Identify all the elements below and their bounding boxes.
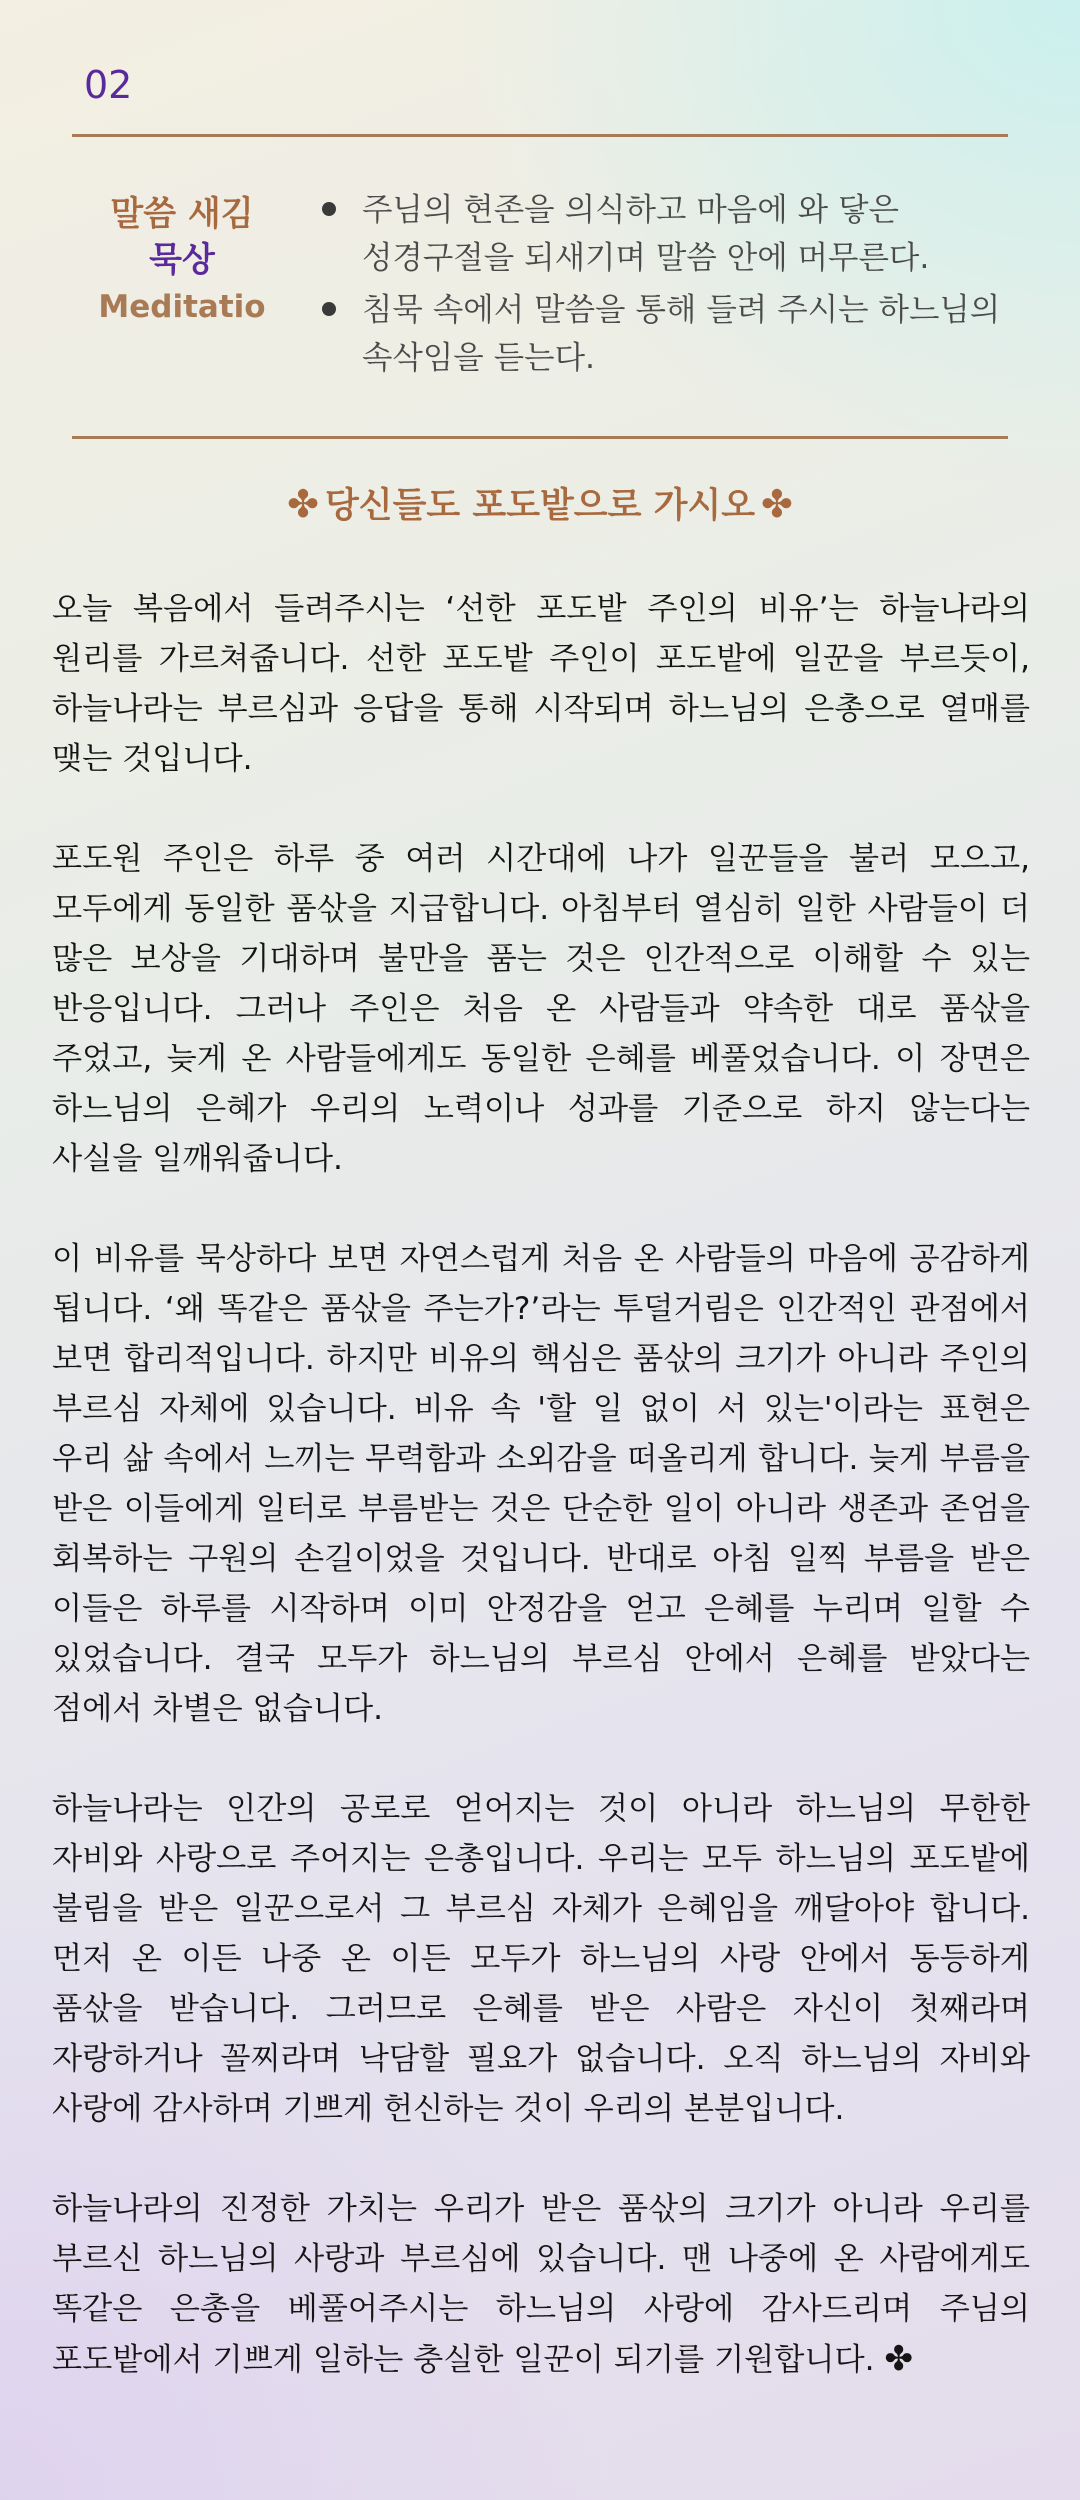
body-paragraph-text: 하늘나라의 진정한 가치는 우리가 받은 품삯의 크기가 아니라 우리를 부르신 하느님의 사랑과 부르심에 있습니다. 맨 나중에 온 사람에게도 똑같은 은총을 베풀어주시는 하느님의 사랑에 감사드리며 주님의 포도밭에서 기쁘게 일하는 충실한 일꾼이 되기를 기원합니다. (52, 2191, 1030, 2378)
section-label-korean: 말씀 새김 (110, 194, 254, 234)
body-paragraph (52, 2184, 1030, 2385)
bullet-dot-icon (322, 202, 336, 216)
instruction-text: 침묵 속에서 말씀을 통해 들려 주시는 하느님의 속삭임을 듣는다. (362, 292, 1001, 376)
body-paragraph: 하늘나라는 인간의 공로로 얻어지는 것이 아니라 하느님의 무한한 자비와 사랑으로 주어지는 은총입니다. 우리는 모두 하느님의 포도밭에 불림을 받은 일꾼으로서 그 부르심 자체가 은혜임을 깨달아야 합니다. 먼저 온 이든 나중 온 이든 모두가 하느님의 사랑 안에서 동등하게 품삯을 받습니다. 그러므로 은혜를 받은 사람은 자신이 첫째라며 자랑하거나 꼴찌라며 낙담할 필요가 없습니다. 오직 하느님의 자비와 사랑에 감사하며 기쁘게 헌신하는 것이 우리의 본분입니다. (52, 1791, 1030, 2127)
page-number: 02 (84, 63, 133, 107)
section-label-latin: Meditatio (98, 289, 266, 325)
instruction-item (318, 286, 1018, 382)
reflection-body (52, 584, 1030, 2435)
body-paragraph: 포도원 주인은 하루 중 여러 시간대에 나가 일꾼들을 불러 모으고, 모두에게 동일한 품삯을 지급합니다. 아침부터 열심히 일한 사람들이 더 많은 보상을 기대하며 불만을 품는 것은 인간적으로 이해할 수 있는 반응입니다. 그러나 주인은 처음 온 사람들과 약속한 대로 품삯을 주었고, 늦게 온 사람들에게도 동일한 은혜를 베풀었습니다. 이 장면은 하느님의 은혜가 우리의 노력이나 성과를 기준으로 하지 않는다는 사실을 일깨워줍니다. (52, 841, 1030, 1177)
end-clover-icon: ✤ (884, 2339, 913, 2379)
clover-ornament-icon: ✤ (287, 482, 319, 526)
reflection-heading-text: 당신들도 포도밭으로 가시오 (324, 486, 756, 526)
instruction-text: 주님의 현존을 의식하고 마음에 와 닿은 성경구절을 되새기며 말씀 안에 머무른다. (362, 192, 930, 276)
instruction-item (318, 186, 1018, 282)
bullet-dot-icon (322, 302, 336, 316)
top-divider (72, 134, 1008, 137)
reflection-heading (0, 474, 1080, 536)
instruction-list (318, 186, 1018, 386)
clover-ornament-icon: ✤ (761, 482, 793, 526)
section-label-sub: 묵상 (149, 240, 215, 280)
body-paragraph: 오늘 복음에서 들려주시는 ‘선한 포도밭 주인의 비유’는 하늘나라의 원리를 가르쳐줍니다. 선한 포도밭 주인이 포도밭에 일꾼을 부르듯이, 하늘나라는 부르심과 응답을 통해 시작되며 하느님의 은총으로 열매를 맺는 것입니다. (52, 591, 1030, 777)
bottom-divider (72, 436, 1008, 439)
section-label (72, 192, 292, 330)
body-paragraph: 이 비유를 묵상하다 보면 자연스럽게 처음 온 사람들의 마음에 공감하게 됩니다. ‘왜 똑같은 품삯을 주는가?’라는 투덜거림은 인간적인 관점에서 보면 합리적입니다. 하지만 비유의 핵심은 품삯의 크기가 아니라 주인의 부르심 자체에 있습니다. 비유 속 '할 일 없이 서 있는'이라는 표현은 우리 삶 속에서 느끼는 무력함과 소외감을 떠올리게 합니다. 늦게 부름을 받은 이들에게 일터로 부름받는 것은 단순한 일이 아니라 생존과 존엄을 회복하는 구원의 손길이었을 것입니다. 반대로 아침 일찍 부름을 받은 이들은 하루를 시작하며 이미 안정감을 얻고 은혜를 누리며 일할 수 있었습니다. 결국 모두가 하느님의 부르심 안에서 은혜를 받았다는 점에서 차별은 없습니다. (52, 1241, 1030, 1727)
